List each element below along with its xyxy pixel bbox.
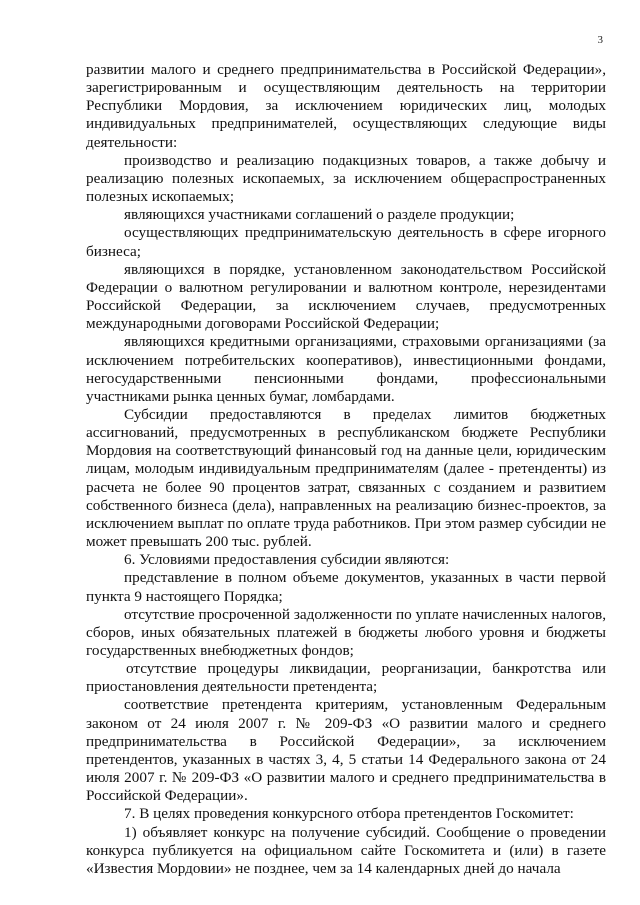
paragraph-credit-organizations: являющихся кредитными организациями, страховыми организациями (за исключением потребительских кооперативов), инвестиционными фондами, негосударственными пенсионными фондами, профессиональными участниками рынка ценных бумаг, ломбардами. xyxy=(86,333,606,405)
paragraph-no-debt-condition: отсутствие просроченной задолженности по уплате начисленных налогов, сборов, иных обязательных платежей в бюджеты любого уровня и бюджеты государственных внебюджетных фондов; xyxy=(86,605,606,659)
paragraph-production-sharing: являющихся участниками соглашений о разделе продукции; xyxy=(124,206,515,224)
paragraph-subsidy-limits: Субсидии предоставляются в пределах лимитов бюджетных ассигнований, предусмотренных в республиканском бюджете Республики Мордовия на соответствующий финансовый год на данные цели, юридическим лицам, молодым индивидуальным предпринимателям (далее - претенденты) из расчета не более 90 процентов затрат, связанных с созданием и развитием собственного бизнеса (дела), направленных на реализацию бизнес-проектов, за исключением выплат по оплате труда работников. При этом размер субсидии не может превышать 200 тыс. рублей. xyxy=(86,405,606,551)
paragraph-section-7-heading: 7. В целях проведения конкурсного отбора претендентов Госкомитет: xyxy=(124,805,574,823)
paragraph-contest-announcement: 1) объявляет конкурс на получение субсидий. Сообщение о проведении конкурса публикуется на официальном сайте Госкомитета и (или) в газете «Известия Мордовии» не позднее, чем за 14 календарных дней до начала xyxy=(86,823,606,877)
document-body xyxy=(86,61,606,878)
paragraph-excise-goods: производство и реализацию подакцизных товаров, а также добычу и реализацию полезных ископаемых, за исключением общераспространенных полезных ископаемых; xyxy=(86,151,606,206)
paragraph-criteria-condition: соответствие претендента критериям, установленным Федеральным законом от 24 июля 2007 г. № 209-ФЗ «О развитии малого и среднего предпринимательства в Российской Федерации», за исключением претендентов, указанных в частях 3, 4, 5 статьи 14 Федерального закона от 24 июля 2007 г. № 209-ФЗ «О развитии малого и среднего предпринимательства в Российской Федерации». xyxy=(86,696,606,805)
paragraph-gambling: осуществляющих предпринимательскую деятельность в сфере игорного бизнеса; xyxy=(86,224,606,260)
paragraph-non-residents: являющихся в порядке, установленном законодательством Российской Федерации о валютном регулировании и валютном контроле, нерезидентами Российской Федерации, за исключением случаев, предусмотренных международными договорами Российской Федерации; xyxy=(86,260,606,333)
paragraph-no-liquidation-condition: отсутствие процедуры ликвидации, реорганизации, банкротства или приостановления деятельности претендента; xyxy=(86,660,606,696)
paragraph-documents-condition: представление в полном объеме документов, указанных в части первой пункта 9 настоящего Порядка; xyxy=(86,569,606,605)
paragraph-section-6-heading: 6. Условиями предоставления субсидии являются: xyxy=(124,551,450,569)
page-number: 3 xyxy=(597,34,603,46)
paragraph-continuation: развитии малого и среднего предпринимательства в Российской Федерации», зарегистрированным и осуществляющим деятельность на территории Республики Мордовия, за исключением юридических лиц, молодых индивидуальных предпринимателей, осуществляющих следующие виды деятельности: xyxy=(86,61,606,151)
